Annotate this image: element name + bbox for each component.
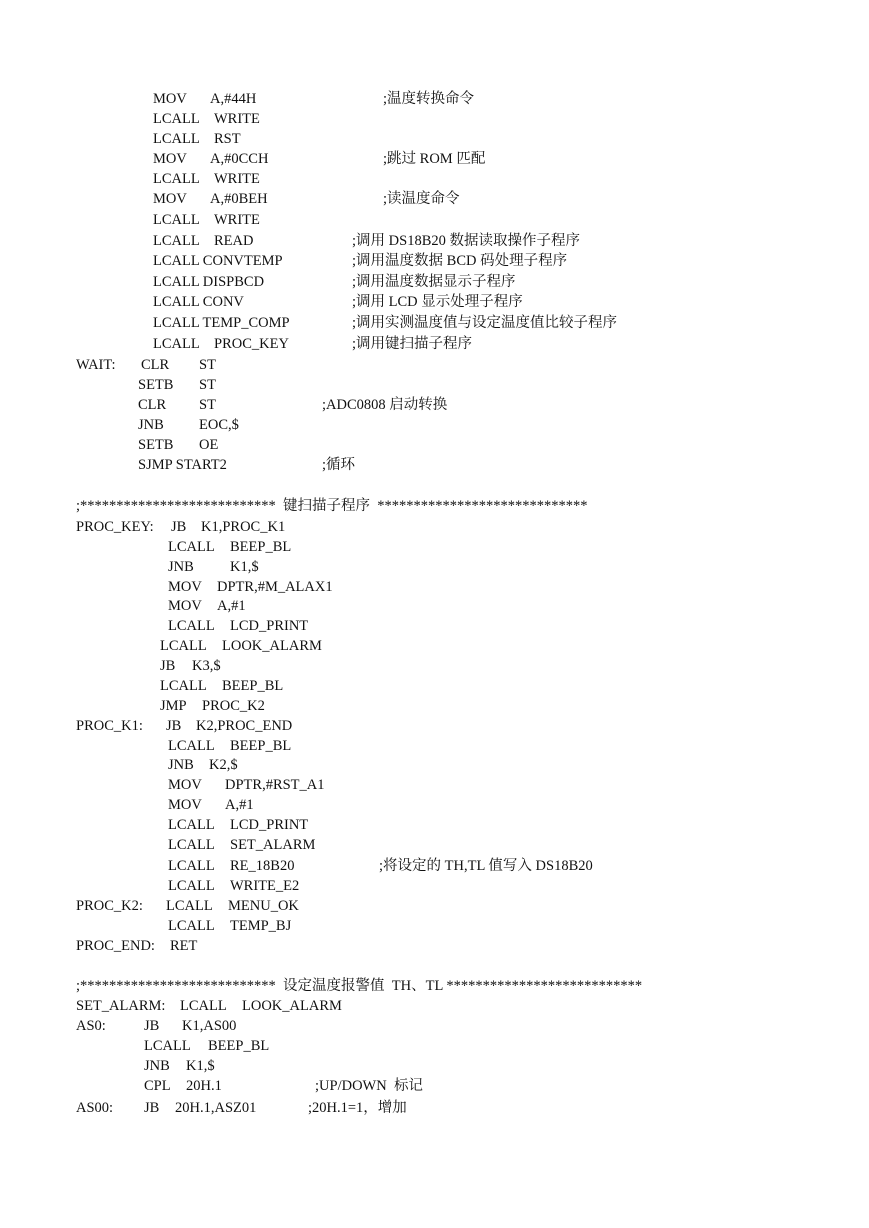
code-line [0,313,869,333]
code-label: PROC_K2: [76,898,143,914]
code-line [0,835,869,855]
code-operand: ST [199,377,216,393]
code-operand: 20H.1,ASZ01 [175,1100,257,1116]
code-instruction: LCALL [168,539,215,555]
code-instruction: JB [144,1100,160,1116]
code-operand: PROC_KEY [214,336,289,352]
section-heading-text: ;*************************** 设定温度报警值 TH、TL *************************** [76,978,643,994]
code-operand: PROC_K2 [202,698,265,714]
code-instruction: LCALL CONVTEMP [153,253,283,269]
code-operand: READ [214,233,254,249]
code-line [0,129,869,149]
code-line [0,1056,869,1076]
code-line [0,577,869,597]
code-operand: K1,PROC_K1 [201,519,286,535]
code-line [0,775,869,795]
code-comment: ;调用键扫描子程序 [352,336,473,352]
code-line [0,292,869,312]
code-line [0,716,869,736]
code-label: AS00: [76,1100,114,1116]
code-comment: ;调用 DS18B20 数据读取操作子程序 [352,233,580,249]
code-operand: ST [199,397,216,413]
code-label: PROC_KEY: [76,519,154,535]
code-instruction: CLR [138,397,167,413]
code-instruction: LCALL [168,858,215,874]
code-instruction: LCALL [168,817,215,833]
code-instruction: JNB [168,757,194,773]
code-instruction: JNB [144,1058,170,1074]
code-line [0,596,869,616]
code-instruction: JNB [168,559,194,575]
code-line [0,736,869,756]
code-line [0,996,869,1016]
code-line [0,557,869,577]
code-operand: A,#44H [210,91,257,107]
code-comment: ;跳过 ROM 匹配 [383,151,486,167]
code-instruction: MOV [153,151,187,167]
code-line [0,755,869,775]
code-operand: A,#1 [225,797,254,813]
code-instruction: LCALL [168,837,215,853]
code-line [0,89,869,109]
code-operand: RE_18B20 [230,858,295,874]
code-instruction: LCALL [153,212,200,228]
code-line [0,1098,869,1118]
code-line [0,1016,869,1036]
code-line [0,189,869,209]
code-operand: WRITE [214,111,260,127]
code-comment: ;调用实测温度值与设定温度值比较子程序 [352,315,618,331]
code-instruction: LCALL [168,618,215,634]
code-line [0,231,869,251]
code-line [0,856,869,876]
code-operand: BEEP_BL [230,539,292,555]
code-operand: A,#0BEH [210,191,268,207]
code-instruction: SETB [138,377,174,393]
code-line [0,251,869,271]
code-line [0,1036,869,1056]
code-operand: LOOK_ALARM [242,998,342,1014]
code-instruction: MOV [168,777,202,793]
code-operand: EOC,$ [199,417,239,433]
code-instruction: JNB [138,417,164,433]
code-line [0,169,869,189]
code-instruction: MOV [168,598,202,614]
code-instruction: LCALL [166,898,213,914]
code-instruction: SETB [138,437,174,453]
code-instruction: JB [166,718,182,734]
code-operand: K1,AS00 [182,1018,237,1034]
code-line [0,676,869,696]
code-instruction: MOV [153,191,187,207]
section-heading [0,496,869,516]
code-instruction: LCALL [168,918,215,934]
code-operand: TEMP_BJ [230,918,292,934]
code-operand: A,#1 [217,598,246,614]
code-line [0,517,869,537]
code-operand: LCD_PRINT [230,618,309,634]
code-comment: ;读温度命令 [383,191,460,207]
code-instruction: RET [170,938,198,954]
section-heading-text: ;*************************** 键扫描子程序 ***************************** [76,498,588,514]
code-comment: ;调用 LCD 显示处理子程序 [352,294,523,310]
code-instruction: SJMP START2 [138,457,227,473]
code-line [0,537,869,557]
code-line [0,210,869,230]
code-comment: ;调用温度数据 BCD 码处理子程序 [352,253,568,269]
code-line [0,616,869,636]
code-instruction: JB [144,1018,160,1034]
code-instruction: LCALL [180,998,227,1014]
code-instruction: CLR [141,357,170,373]
code-operand: DPTR,#RST_A1 [225,777,325,793]
code-operand: 20H.1 [186,1078,222,1094]
code-operand: LCD_PRINT [230,817,309,833]
code-line [0,395,869,415]
code-line [0,334,869,354]
code-operand: OE [199,437,219,453]
code-line [0,916,869,936]
code-instruction: LCALL [160,678,207,694]
code-line [0,1076,869,1096]
code-operand: BEEP_BL [208,1038,270,1054]
code-operand: A,#0CCH [210,151,269,167]
code-operand: WRITE [214,212,260,228]
code-operand: BEEP_BL [222,678,284,694]
code-instruction: JB [171,519,187,535]
code-line [0,415,869,435]
code-line [0,656,869,676]
code-instruction: LCALL [168,738,215,754]
code-line [0,936,869,956]
code-operand: K1,$ [186,1058,215,1074]
code-instruction: LCALL CONV [153,294,244,310]
code-instruction: JMP [160,698,187,714]
code-instruction: LCALL [153,171,200,187]
code-operand: K1,$ [230,559,259,575]
code-label: AS0: [76,1018,106,1034]
code-instruction: LCALL [153,111,200,127]
code-label: PROC_END: [76,938,155,954]
code-line [0,896,869,916]
code-operand: ST [199,357,216,373]
code-comment: ;循环 [322,457,356,473]
code-operand: LOOK_ALARM [222,638,322,654]
code-line [0,636,869,656]
code-line [0,795,869,815]
code-operand: K2,$ [209,757,238,773]
code-instruction: LCALL [153,336,200,352]
section-heading [0,976,869,996]
code-line [0,355,869,375]
code-label: PROC_K1: [76,718,143,734]
code-operand: DPTR,#M_ALAX1 [217,579,333,595]
code-line [0,272,869,292]
code-instruction: JB [160,658,176,674]
code-operand: WRITE [214,171,260,187]
code-operand: K3,$ [192,658,221,674]
code-operand: SET_ALARM [230,837,316,853]
code-operand: K2,PROC_END [196,718,293,734]
code-label: SET_ALARM: [76,998,166,1014]
code-instruction: LCALL [168,878,215,894]
code-line [0,455,869,475]
code-comment: ;ADC0808 启动转换 [322,397,448,413]
code-line [0,696,869,716]
code-line [0,109,869,129]
code-line [0,876,869,896]
code-comment: ;UP/DOWN 标记 [315,1078,423,1094]
code-line [0,435,869,455]
code-instruction: LCALL [153,233,200,249]
code-operand: WRITE_E2 [230,878,300,894]
code-comment: ;调用温度数据显示子程序 [352,274,516,290]
code-instruction: LCALL [160,638,207,654]
code-line [0,815,869,835]
code-line [0,149,869,169]
code-line [0,375,869,395]
code-instruction: LCALL DISPBCD [153,274,265,290]
code-instruction: MOV [168,579,202,595]
code-operand: RST [214,131,241,147]
code-operand: MENU_OK [228,898,299,914]
code-instruction: MOV [153,91,187,107]
code-label: WAIT: [76,357,116,373]
code-instruction: CPL [144,1078,171,1094]
code-instruction: LCALL [153,131,200,147]
code-instruction: LCALL TEMP_COMP [153,315,290,331]
code-operand: BEEP_BL [230,738,292,754]
code-comment: ;温度转换命令 [383,91,475,107]
code-comment: ;将设定的 TH,TL 值写入 DS18B20 [379,858,593,874]
code-instruction: MOV [168,797,202,813]
code-comment: ;20H.1=1，增加 [308,1100,407,1116]
code-instruction: LCALL [144,1038,191,1054]
